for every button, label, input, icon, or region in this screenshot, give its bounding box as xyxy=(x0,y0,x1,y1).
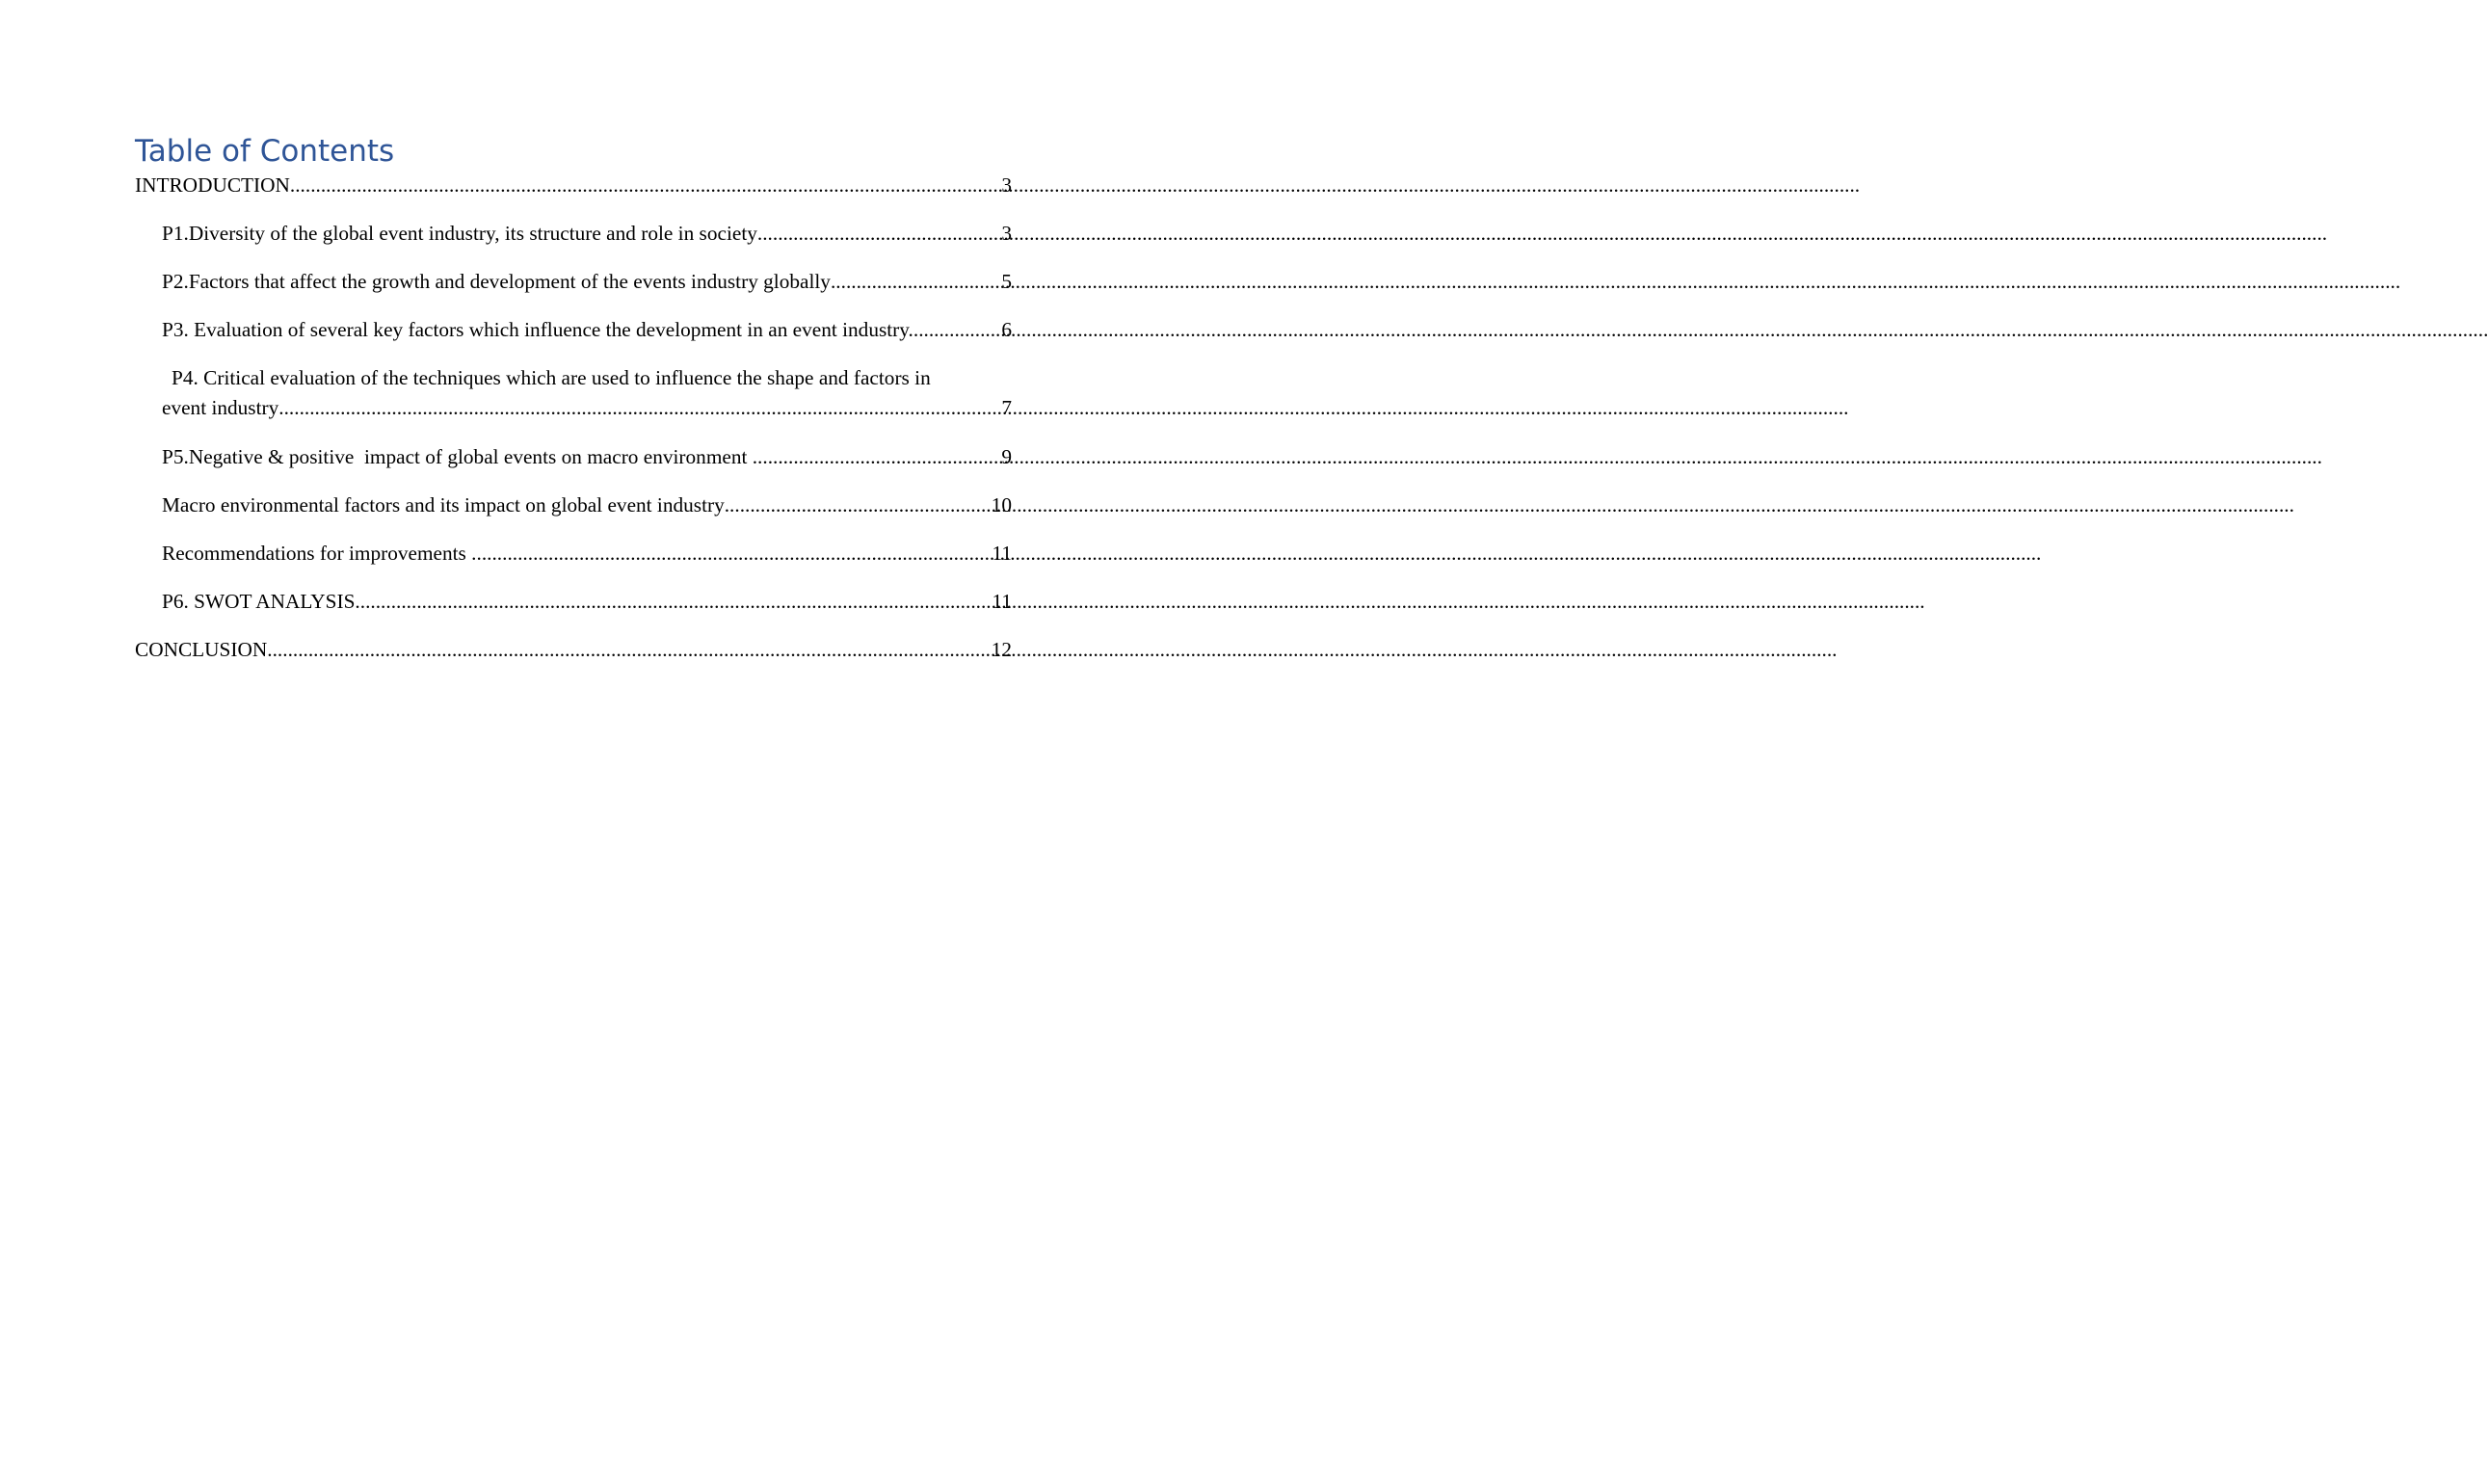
toc-page-number: 11 xyxy=(992,542,1012,565)
toc-entry-introduction[interactable] xyxy=(135,171,1012,199)
toc-entry-recommendations[interactable] xyxy=(162,539,1012,568)
toc-page-number: 10 xyxy=(991,493,1012,517)
toc-entry-text: Recommendations for improvements xyxy=(162,542,472,565)
dot-leader xyxy=(278,393,1001,423)
toc-entry-p2[interactable] xyxy=(162,267,1012,296)
dot-leader xyxy=(757,219,1001,248)
toc-title: Table of Contents xyxy=(135,134,395,169)
toc-entry-p5[interactable] xyxy=(162,442,1012,471)
toc-entry-text: P6. SWOT ANALYSIS xyxy=(162,590,356,613)
toc-entry-text-line-2: event industry xyxy=(162,396,279,419)
toc-entry-text-line-1: P4. Critical evaluation of the techniques which are used to influence the shape and factors in xyxy=(172,366,931,389)
toc-entry-p3[interactable] xyxy=(162,315,1012,344)
toc-page-number: 12 xyxy=(991,638,1012,661)
document-page xyxy=(0,0,1147,1484)
dot-leader xyxy=(355,587,992,616)
toc-entry-text: INTRODUCTION xyxy=(135,173,290,197)
toc-entry-p6-swot[interactable] xyxy=(162,587,1012,616)
toc-entry-text: P2.Factors that affect the growth and development of the events industry globally xyxy=(162,270,831,293)
dot-leader xyxy=(918,315,1001,344)
dot-leader xyxy=(471,539,992,568)
dot-leader xyxy=(290,171,1001,199)
toc-entry-text: P1.Diversity of the global event industry, its structure and role in society xyxy=(162,222,757,245)
dot-leader xyxy=(831,267,1001,296)
toc-entry-text: Macro environmental factors and its impact on global event industry xyxy=(162,493,725,517)
toc-entry-text: CONCLUSION xyxy=(135,638,268,661)
toc-page-number: 3 xyxy=(1001,173,1012,197)
toc-entry-text: P3. Evaluation of several key factors which influence the development in an event industry.. xyxy=(162,318,919,341)
toc-page-number: 9 xyxy=(1001,445,1012,468)
toc-page-number: 6 xyxy=(1001,318,1012,341)
toc-entry-p1[interactable] xyxy=(162,219,1012,248)
toc-page-number: 7 xyxy=(1001,396,1012,419)
toc-page-number: 3 xyxy=(1001,222,1012,245)
toc-page-number: 5 xyxy=(1001,270,1012,293)
toc-entry-p4[interactable] xyxy=(162,363,1012,423)
dot-leader xyxy=(725,490,992,519)
dot-leader xyxy=(267,635,991,664)
toc-entry-macro-environmental-factors[interactable] xyxy=(162,490,1012,519)
toc-entry-conclusion[interactable] xyxy=(135,635,1012,664)
dot-leader xyxy=(753,442,1002,471)
toc-page-number: 11 xyxy=(992,590,1012,613)
toc-entry-text: P5.Negative & positive impact of global events on macro environment xyxy=(162,445,753,468)
toc-entry-line-2 xyxy=(162,393,1012,423)
